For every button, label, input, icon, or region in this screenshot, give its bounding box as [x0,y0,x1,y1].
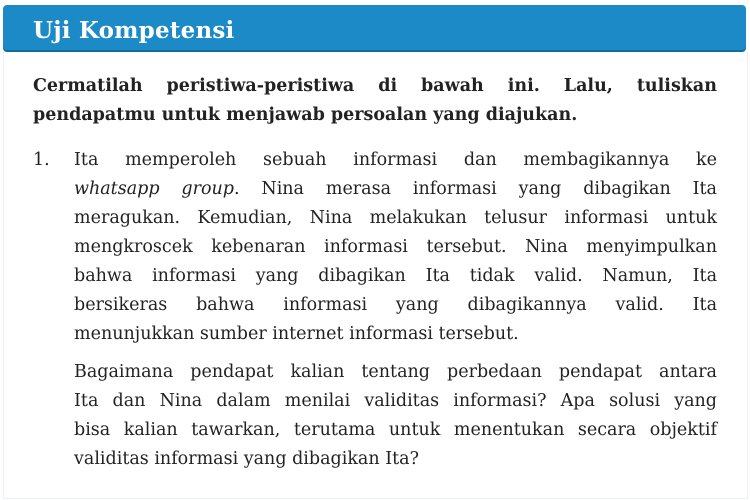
case-line: Ita memperoleh sebuah informasi dan membagikannya ke [74,150,717,170]
case-line [74,175,717,204]
case-line: bersikeras bahwa informasi yang dibagikannya valid. Ita [74,295,717,315]
case-line: meragukan. Kemudian, Nina melakukan telusur informasi untuk [74,208,717,228]
case-line: mengkroscek kebenaran informasi tersebut. Nina menyimpulkan [74,237,717,257]
item-number: 1. [33,150,50,170]
case-line-fragment: . Nina merasa informasi yang dibagikan Ita [233,179,717,199]
question-line: Bagaimana pendapat kalian tentang perbedaan pendapat antara [74,362,717,382]
section-title: Uji Kompetensi [33,17,235,44]
question-line: bisa kalian tawarkan, terutama untuk menentukan secara objektif [74,420,717,440]
case-line: menunjukkan sumber internet informasi tersebut. [74,324,519,344]
question-line: validitas informasi yang dibagikan Ita? [74,449,419,469]
question-line: Ita dan Nina dalam menilai validitas informasi? Apa solusi yang [74,391,717,411]
case-italic-term: whatsapp group [74,179,234,199]
question-text [74,358,717,474]
instruction-text: Cermatilah peristiwa-peristiwa di bawah ini. Lalu, tuliskan pendapatmu untuk menjawab persoalan yang diajukan. [33,76,717,125]
section-header [3,5,746,50]
case-line: bahwa informasi yang dibagikan Ita tidak valid. Namun, Ita [74,266,717,286]
case-description [74,146,717,349]
